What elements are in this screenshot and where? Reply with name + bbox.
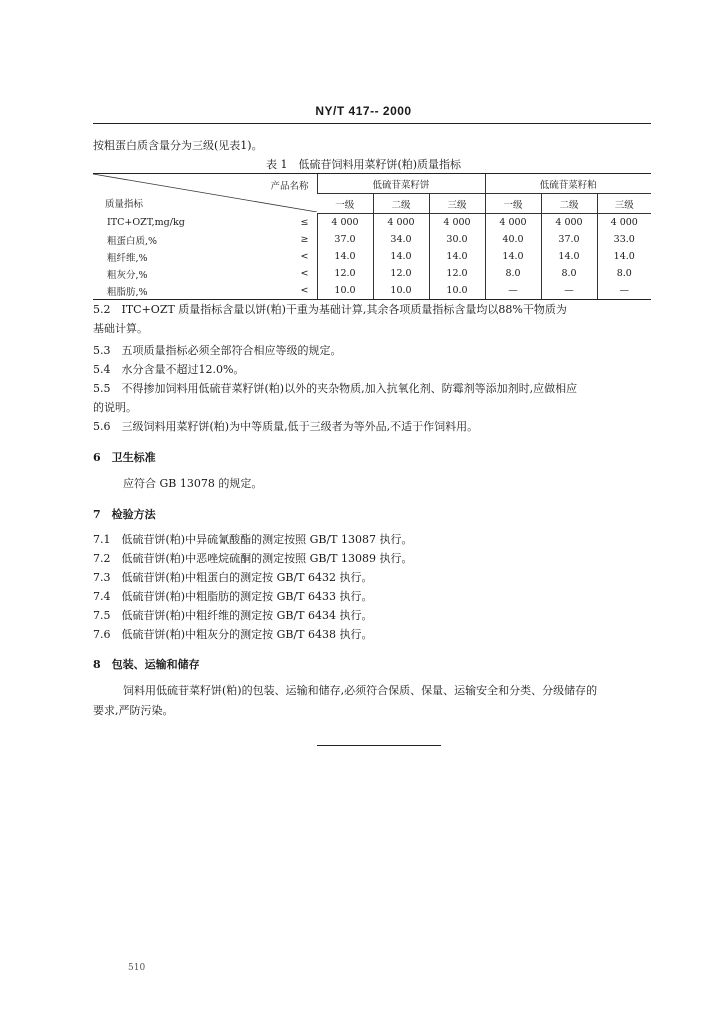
corner-top-label: 产品名称 <box>270 181 309 192</box>
table-cell: 10.0 <box>373 282 429 300</box>
section-6-text: 应符合 GB 13078 的规定。 <box>123 477 263 490</box>
table-cell: 12.0 <box>429 265 485 282</box>
table-cell: 4 000 <box>317 214 373 232</box>
method-item: 7.4 低硫苷饼(粕)中粗脂肪的测定按 GB/T 6433 执行。 <box>93 590 373 603</box>
method-item: 7.3 低硫苷饼(粕)中粗蛋白的测定按 GB/T 6432 执行。 <box>93 571 373 584</box>
table-cell: 8.0 <box>485 265 541 282</box>
table-cell: 4 000 <box>373 214 429 232</box>
section-7-heading: 7 检验方法 <box>93 508 156 521</box>
table-cell: 8.0 <box>597 265 651 282</box>
table-cell: 14.0 <box>485 248 541 265</box>
clause-5-3: 5.3 五项质量指标必须全部符合相应等级的规定。 <box>93 344 342 357</box>
section-6-heading: 6 卫生标准 <box>93 451 156 464</box>
table-cell: 14.0 <box>373 248 429 265</box>
grade-header: 一级 <box>317 194 373 214</box>
table-cell: 12.0 <box>317 265 373 282</box>
table-cell: 4 000 <box>597 214 651 232</box>
table-row <box>93 282 651 300</box>
grade-header: 一级 <box>485 194 541 214</box>
table-cell: 30.0 <box>429 231 485 248</box>
grade-header: 三级 <box>597 194 651 214</box>
method-item: 7.2 低硫苷饼(粕)中恶唑烷硫酮的测定按照 GB/T 13089 执行。 <box>93 552 413 565</box>
method-item: 7.1 低硫苷饼(粕)中异硫氰酸酯的测定按照 GB/T 13087 执行。 <box>93 533 413 546</box>
table-cell: 14.0 <box>429 248 485 265</box>
section-8-text: 饲料用低硫苷菜籽饼(粕)的包装、运输和储存,必须符合保质、保量、运输安全和分类、分级储存的 <box>123 684 598 697</box>
comparison-symbol: < <box>300 268 309 279</box>
table-cell: 14.0 <box>317 248 373 265</box>
section-8-text-cont: 要求,严防污染。 <box>93 704 174 717</box>
clause-5-5: 5.5 不得掺加饲料用低硫苷菜籽饼(粕)以外的夹杂物质,加入抗氧化剂、防霉剂等添加剂时,应做相应 <box>93 382 578 395</box>
table-cell: 12.0 <box>373 265 429 282</box>
table-cell: 10.0 <box>429 282 485 300</box>
table-row <box>93 248 651 265</box>
clause-5-4: 5.4 水分含量不超过12.0%。 <box>93 363 245 376</box>
group-header-cake: 低硫苷菜籽饼 <box>317 174 485 194</box>
indicator-name: 粗脂肪,% <box>93 282 278 300</box>
indicator-name: 粗纤维,% <box>107 252 148 264</box>
table-row <box>93 231 651 248</box>
indicator-name: ITC+OZT,mg/kg <box>107 216 185 228</box>
clause-5-5-cont: 的说明。 <box>93 401 137 414</box>
table-cell: 8.0 <box>541 265 597 282</box>
page-number: 510 <box>128 963 146 973</box>
document-header: NY/T 417-- 2000 <box>315 104 412 118</box>
clause-5-2: 5.2 ITC+OZT 质量指标含量以饼(粕)干重为基础计算,其余各项质量指标含量均以88%干物质为 <box>93 303 567 316</box>
comparison-symbol: ≤ <box>300 216 309 228</box>
table-cell: 14.0 <box>541 248 597 265</box>
table-title: 表 1 低硫苷饲料用菜籽饼(粕)质量指标 <box>265 158 462 171</box>
header-rule <box>93 123 651 124</box>
table-cell: 4 000 <box>541 214 597 232</box>
table-cell: — <box>541 282 597 300</box>
grade-header: 二级 <box>373 194 429 214</box>
table-cell: 33.0 <box>597 231 651 248</box>
comparison-symbol: < <box>300 251 309 262</box>
grade-header: 三级 <box>429 194 485 214</box>
method-item: 7.6 低硫苷饼(粕)中粗灰分的测定按 GB/T 6438 执行。 <box>93 628 373 641</box>
table-corner-cell <box>93 174 317 214</box>
intro-text: 按粗蛋白质含量分为三级(见表1)。 <box>93 139 263 152</box>
clause-5-2-cont: 基础计算。 <box>93 322 148 335</box>
section-8-heading: 8 包装、运输和储存 <box>93 658 200 671</box>
table-cell: 40.0 <box>485 231 541 248</box>
corner-bottom-label: 质量指标 <box>105 198 144 210</box>
table-cell: 14.0 <box>597 248 651 265</box>
comparison-symbol: ≥ <box>300 234 309 245</box>
quality-table <box>93 173 651 300</box>
grade-header: 二级 <box>541 194 597 214</box>
table-cell: 37.0 <box>541 231 597 248</box>
table-cell: 37.0 <box>317 231 373 248</box>
indicator-name: 粗灰分,% <box>107 269 148 281</box>
table-row <box>93 265 651 282</box>
table-cell: — <box>597 282 651 300</box>
table-cell: — <box>485 282 541 300</box>
clause-5-6: 5.6 三级饲料用菜籽饼(粕)为中等质量,低于三级者为等外品,不适于作饲料用。 <box>93 420 479 433</box>
table-cell: 10.0 <box>317 282 373 300</box>
method-item: 7.5 低硫苷饼(粕)中粗纤维的测定按 GB/T 6434 执行。 <box>93 609 373 622</box>
table-cell: 4 000 <box>429 214 485 232</box>
table-cell: 34.0 <box>373 231 429 248</box>
table-row <box>93 214 651 232</box>
comparison-symbol: < <box>278 282 317 300</box>
group-header-meal: 低硫苷菜籽粕 <box>485 174 651 194</box>
table-cell: 4 000 <box>485 214 541 232</box>
indicator-name: 粗蛋白质,% <box>107 235 158 247</box>
end-rule <box>317 745 441 746</box>
